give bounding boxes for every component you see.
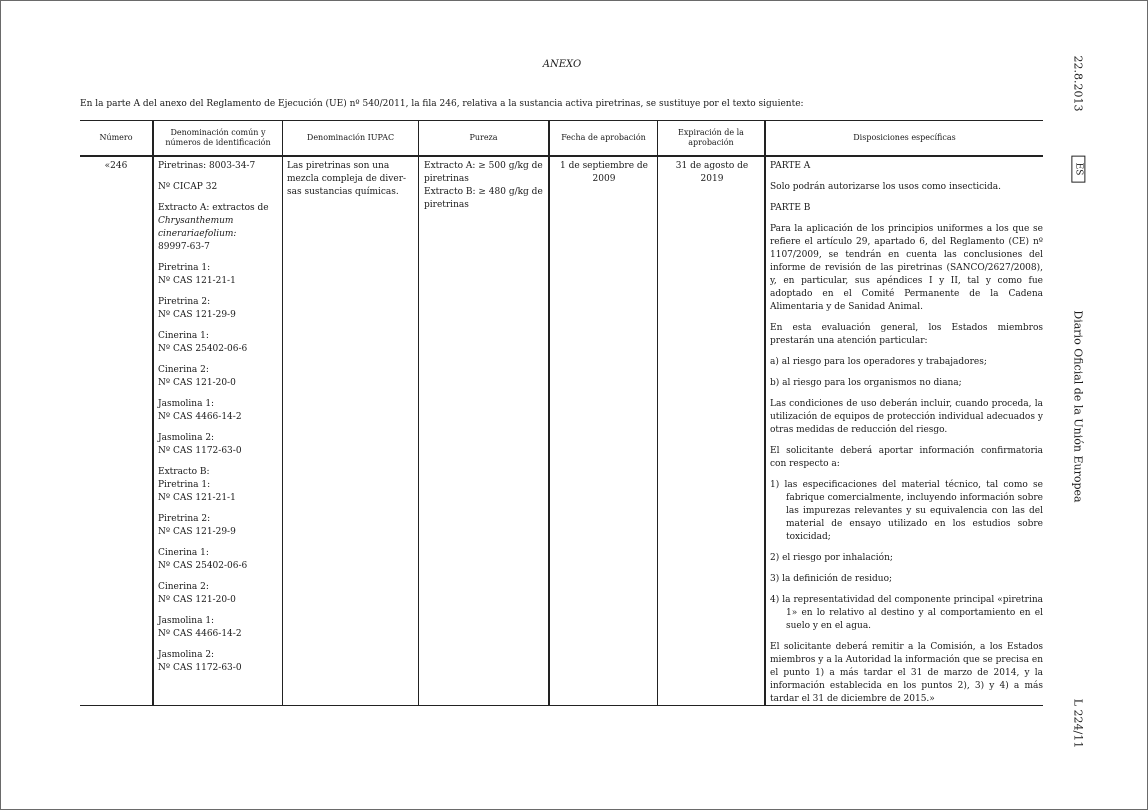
numbered-item: 4) la representatividad del componente principal «piretrina 1» en lo relativo al destino y al comportamiento en el suelo y en el agua. — [770, 595, 1043, 631]
extracto-a — [158, 202, 282, 254]
margin-date — [1063, 53, 1093, 113]
header-disposiciones: Disposiciones específicas — [853, 132, 956, 142]
expiracion-line: 31 de agosto de — [675, 161, 749, 171]
b-item-name: Piretrina 1: — [158, 480, 211, 490]
b-item — [158, 581, 282, 607]
disposiciones-paragraph: En esta evaluación general, los Estados miembros prestarán una atención particular: — [770, 323, 1043, 346]
column-divider — [152, 120, 154, 705]
pureza-line: piretrinas — [424, 174, 469, 184]
substance-table — [80, 120, 1043, 707]
parte-a-heading: PARTE A — [770, 161, 811, 171]
a-item-name: Piretrina 2: — [158, 297, 211, 307]
fecha-line: 2009 — [592, 174, 616, 184]
a-item-cas: Nº CAS 121-29-9 — [158, 310, 236, 320]
parte-b-heading: PARTE B — [770, 203, 811, 213]
a-item — [158, 330, 282, 356]
annex-title: ANEXO — [542, 59, 582, 70]
row-denominacion — [158, 160, 282, 683]
b-item — [158, 513, 282, 539]
fecha-line: 1 de septiembre de — [560, 161, 648, 171]
b-item-name: Cinerina 1: — [158, 548, 209, 558]
row-expiracion — [660, 160, 764, 186]
row-iupac — [287, 160, 418, 199]
publication-date: 22.8.2013 — [1071, 55, 1085, 111]
language-badge: ES — [1071, 156, 1085, 183]
header-expiracion-line2: aprobación — [688, 137, 734, 147]
numbered-item: 3) la definición de residuo; — [770, 574, 893, 584]
pureza-line: Extracto B: ≥ 480 g/kg de — [424, 187, 543, 197]
b-item — [158, 649, 282, 675]
lettered-item: b) al riesgo para los organismos no diana; — [770, 378, 962, 388]
header-denominacion — [154, 120, 282, 155]
a-item-name: Jasmolina 2: — [158, 433, 215, 443]
header-fecha: Fecha de aprobación — [561, 132, 646, 142]
iupac-line: Las piretrinas son una — [287, 161, 390, 171]
header-pureza: Pureza — [469, 132, 498, 142]
b-item-name: Cinerina 2: — [158, 582, 209, 592]
pureza-line: piretrinas — [424, 200, 469, 210]
extracto-a-cas: 89997-63-7 — [158, 242, 210, 252]
row-pureza — [424, 160, 548, 212]
cicap-line: Nº CICAP 32 — [158, 182, 218, 192]
b-item-cas: Nº CAS 25402-06-6 — [158, 561, 248, 571]
header-expiracion-line1: Expiración de la — [678, 127, 744, 137]
row-disposiciones — [770, 160, 1043, 714]
header-numero: Número — [99, 132, 133, 142]
a-item-cas: Nº CAS 1172-63-0 — [158, 446, 242, 456]
extracto-a-label: Extracto A: extractos de — [158, 203, 269, 213]
header-denominacion-line1: Denominación común y — [170, 127, 266, 137]
iupac-line: mezcla compleja de diver- — [287, 174, 407, 184]
margin-language — [1063, 151, 1093, 187]
a-item — [158, 262, 282, 288]
disposiciones-paragraph: Las condiciones de uso deberán incluir, cuando proceda, la utilización de equipos de protección individual adecuados y otras medidas de reducción del riesgo. — [770, 399, 1043, 435]
column-divider — [548, 120, 550, 705]
species-name-line2: cinerariaefolium: — [158, 229, 237, 239]
column-divider — [764, 120, 766, 705]
disposiciones-paragraph: Para la aplicación de los principios uniformes a los que se refiere el artículo 29, apartado 6, del Reglamento (CE) nº 1107/2009, se tendrán en cuenta las conclusiones del informe de revisión de las piretrinas (SANCO/2627/2008), y, en particular, sus apéndices I y II, tal y como fue adoptado en el Comité Permanente de la Cadena Alimentaria y de Sanidad Animal. — [770, 224, 1043, 312]
numbered-item: 2) el riesgo por inhalación; — [770, 553, 893, 563]
header-iupac: Denominación IUPAC — [306, 132, 395, 142]
b-item — [158, 547, 282, 573]
b-item-cas: Nº CAS 1172-63-0 — [158, 663, 242, 673]
numbered-item: 1) las especificaciones del material técnico, tal como se fabrique comercialmente, incluyendo información sobre las impurezas relevantes y su equivalencia con las del material de ensayo utilizado en los estudios sobre toxicidad; — [770, 480, 1043, 542]
pureza-line: Extracto A: ≥ 500 g/kg de — [424, 161, 543, 171]
header-expiracion — [658, 120, 764, 155]
b-item-name: Piretrina 2: — [158, 514, 211, 524]
b-item — [158, 615, 282, 641]
column-divider — [657, 120, 658, 705]
b-item-cas: Nº CAS 121-29-9 — [158, 527, 236, 537]
b-item-name: Jasmolina 1: — [158, 616, 215, 626]
a-item — [158, 398, 282, 424]
extracto-b-label: Extracto B: — [158, 467, 210, 477]
header-denominacion-line2: números de identificación — [165, 137, 271, 147]
row-numero: «246 — [104, 161, 128, 171]
margin-journal — [1063, 311, 1093, 501]
species-name-line1: Chrysanthemum — [158, 216, 234, 226]
iupac-line: sas sustancias químicas. — [287, 187, 399, 197]
expiracion-line: 2019 — [700, 174, 724, 184]
b-item-cas: Nº CAS 121-21-1 — [158, 493, 236, 503]
a-item — [158, 296, 282, 322]
a-item-cas: Nº CAS 4466-14-2 — [158, 412, 242, 422]
parte-a-text: Solo podrán autorizarse los usos como insecticida. — [770, 182, 1002, 192]
margin-page — [1063, 693, 1093, 753]
a-item-cas: Nº CAS 121-21-1 — [158, 276, 236, 286]
a-item-name: Cinerina 1: — [158, 331, 209, 341]
b-item-cas: Nº CAS 121-20-0 — [158, 595, 236, 605]
b-item — [158, 466, 282, 505]
disposiciones-paragraph: El solicitante deberá aportar información confirmatoria con respecto a: — [770, 446, 1043, 469]
row-fecha-aprobacion — [551, 160, 657, 186]
journal-title: Diario Oficial de la Unión Europea — [1071, 309, 1085, 503]
a-item-name: Piretrina 1: — [158, 263, 211, 273]
table-header-rule — [80, 155, 1043, 157]
a-item — [158, 432, 282, 458]
a-item-cas: Nº CAS 25402-06-6 — [158, 344, 248, 354]
intro-paragraph: En la parte A del anexo del Reglamento de Ejecución (UE) nº 540/2011, la fila 246, relativa a la sustancia activa piretrinas, se sustituye por el texto siguiente: — [80, 99, 804, 109]
column-divider — [282, 120, 283, 705]
piretrinas-line: Piretrinas: 8003-34-7 — [158, 161, 256, 171]
column-divider — [418, 120, 419, 705]
b-item-name: Jasmolina 2: — [158, 650, 215, 660]
a-item — [158, 364, 282, 390]
b-item-cas: Nº CAS 4466-14-2 — [158, 629, 242, 639]
page-reference: L 224/11 — [1071, 698, 1085, 748]
a-item-name: Cinerina 2: — [158, 365, 209, 375]
a-item-name: Jasmolina 1: — [158, 399, 215, 409]
disposiciones-paragraph: El solicitante deberá remitir a la Comisión, a los Estados miembros y a la Autoridad la información que se precisa en el punto 1) a más tardar el 31 de marzo de 2014, y la información establecida en los puntos 2), 3) y 4) a más tardar el 31 de diciembre de 2015.» — [770, 642, 1043, 704]
a-item-cas: Nº CAS 121-20-0 — [158, 378, 236, 388]
lettered-item: a) al riesgo para los operadores y trabajadores; — [770, 357, 987, 367]
